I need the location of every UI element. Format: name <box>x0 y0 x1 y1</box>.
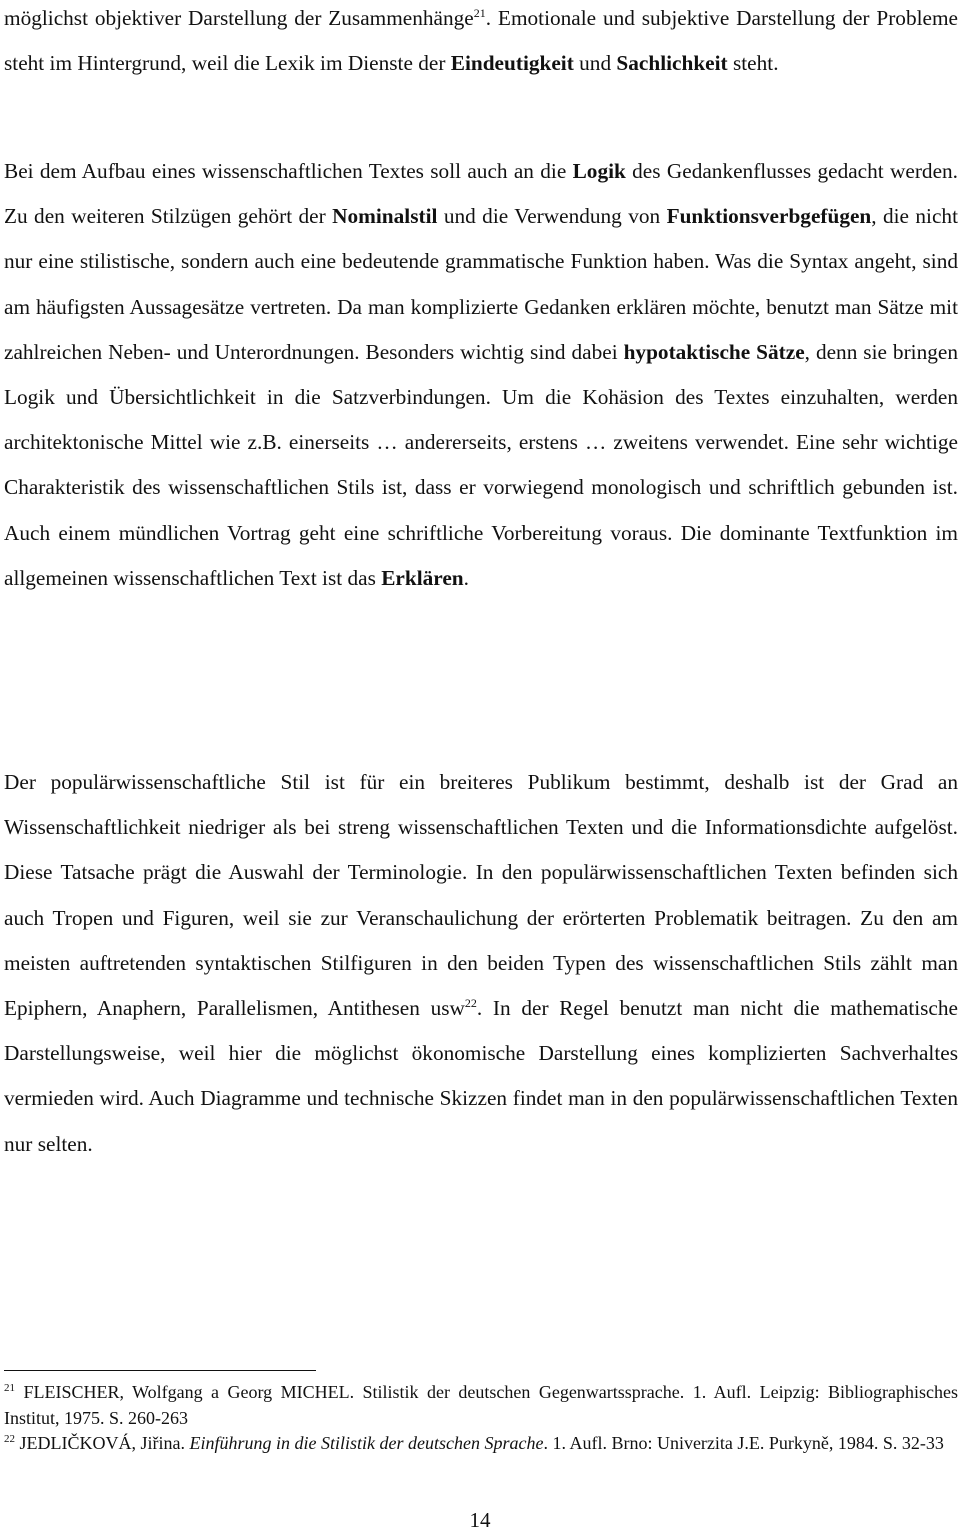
paragraph-2-text: , denn sie bringen Logik und Übersichtlichkeit in die Satzverbindungen. Um die Kohäsion des Textes einzuhalten, werden architektonische Mittel wie z.B. einerseits … andererseits, erstens … zweitens verwendet. Eine sehr wichtige Charakteristik des wissenschaftlichen Stils ist, dass er vorwiegend monologisch und schriftlich gebunden ist. Auch einem mündlichen Vortrag geht eine schriftliche Vorbereitung voraus. Die dominante Textfunktion im allgemeinen wissenschaftlichen Text ist das <box>4 339 958 590</box>
footnote-number: 21 <box>4 1382 15 1394</box>
footnotes <box>4 1380 958 1457</box>
bold-term-funktionsverbgefuegen: Funktionsverbgefügen <box>666 204 872 229</box>
paragraph-2-text: . <box>463 565 469 590</box>
page-number: 14 <box>469 1508 491 1532</box>
footnote-separator <box>4 1370 316 1371</box>
footnote-text: JEDLIČKOVÁ, Jiřina. <box>15 1433 190 1453</box>
paragraph-2-text: und die Verwendung von <box>437 204 667 229</box>
paragraph-2-text: des Gedankenflusses gedacht werden. Zu den weiteren Stilzügen gehört der <box>4 159 958 229</box>
bold-term-sachlichkeit: Sachlichkeit <box>616 51 728 76</box>
footnote-ref-21: 21 <box>473 5 486 20</box>
paragraph-3-text: . In der Regel benutzt man nicht die mathematische Darstellungsweise, weil hier die möglichst ökonomische Darstellung eines komplizierten Sachverhaltes vermieden wird. Auch Diagramme und technische Skizzen findet man in den populärwissenschaftlichen Texten nur selten. <box>4 996 958 1156</box>
paragraph-1-text: und <box>573 51 617 76</box>
paragraph-2-text: , die nicht nur eine stilistische, sondern auch eine bedeutende grammatische Funktion haben. Was die Syntax angeht, sind am häufigsten Aussagesätze vertreten. Da man komplizierte Gedanken erklären möchte, benutzt man Sätze mit zahlreichen Neben- und Unterordnungen. Besonders wichtig sind dabei <box>4 204 958 364</box>
footnote-text: . 1. Aufl. Brno: Univerzita J.E. Purkyně, 1984. S. 32-33 <box>543 1433 944 1453</box>
paragraph-2 <box>4 149 958 601</box>
bold-term-erklaeren: Erklären <box>381 565 464 590</box>
bold-term-logik: Logik <box>572 159 626 183</box>
paragraph-1-text: . Emotionale und subjektive Darstellung der Probleme steht im Hintergrund, weil die Lexik im Dienste der <box>4 6 958 76</box>
bold-term-hypotaktische-saetze: hypotaktische Sätze <box>623 339 805 364</box>
bold-term-nominalstil: Nominalstil <box>332 204 438 229</box>
bold-term-eindeutigkeit: Eindeutigkeit <box>450 51 574 76</box>
footnote-ref-22: 22 <box>464 995 477 1010</box>
paragraph-1-text: möglichst objektiver Darstellung der Zusammenhänge <box>4 6 474 30</box>
footnote-text: FLEISCHER, Wolfgang a Georg MICHEL. Stilistik der deutschen Gegenwartssprache. 1. Aufl. Leipzig: Bibliographisches Institut, 1975. S. 260-263 <box>4 1382 958 1428</box>
paragraph-3 <box>4 760 958 1167</box>
footnote-number: 22 <box>4 1433 15 1445</box>
paragraph-1-text: steht. <box>727 51 779 76</box>
footnote-22 <box>4 1431 958 1457</box>
footnote-book-title: Einführung in die Stilistik der deutschen Sprache <box>189 1433 544 1453</box>
paragraph-2-text: Bei dem Aufbau eines wissenschaftlichen Textes soll auch an die <box>4 159 573 183</box>
paragraph-3-text: Der populärwissenschaftliche Stil ist für ein breiteres Publikum bestimmt, deshalb ist der Grad an Wissenschaftlichkeit niedriger als bei streng wissenschaftlichen Texten und die Informationsdichte aufgelöst. Diese Tatsache prägt die Auswahl der Terminologie. In den populärwissenschaftlichen Texten befinden sich auch Tropen und Figuren, weil sie zur Veranschaulichung der erörterten Problematik beitragen. Zu den am meisten auftretenden syntaktischen Stilfiguren in den beiden Typen des wissenschaftlichen Stils zählt man Epiphern, Anaphern, Parallelismen, Antithesen usw <box>4 770 958 1021</box>
paragraph-1 <box>4 0 958 86</box>
footnote-21 <box>4 1380 958 1431</box>
